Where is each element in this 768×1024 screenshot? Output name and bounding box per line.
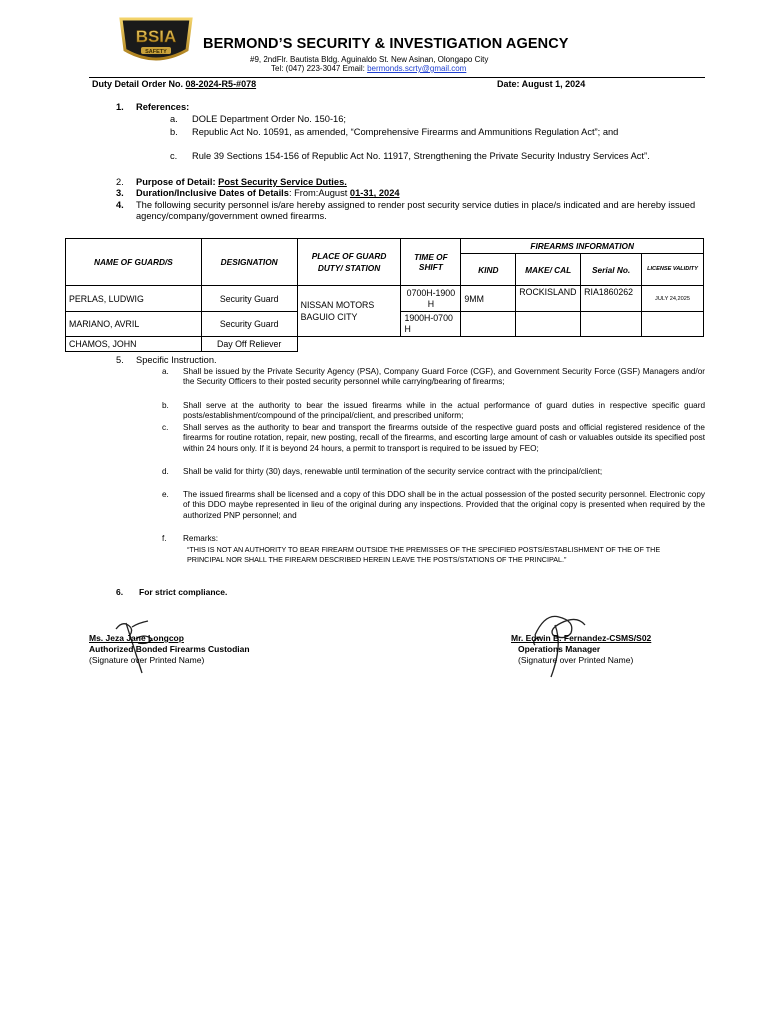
- th-kind: KIND: [461, 254, 516, 286]
- inst-a-letter: a.: [162, 367, 169, 376]
- th-designation: DESIGNATION: [201, 239, 297, 286]
- agency-name: BERMOND’S SECURITY & INVESTIGATION AGENCY: [203, 36, 569, 52]
- custodian-title: Authorized Bonded Firearms Custodian: [89, 644, 250, 654]
- th-place: PLACE OF GUARD DUTY/ STATION: [297, 239, 401, 286]
- cell-license: JULY 24,2025: [642, 286, 704, 312]
- inst-e-letter: e.: [162, 490, 169, 499]
- cell-designation: Security Guard: [201, 286, 297, 312]
- cell-name: MARIANO, AVRIL: [66, 312, 202, 337]
- svg-text:SAFETY: SAFETY: [145, 49, 167, 55]
- custodian-name: Ms. Jeza Jane Longcop: [89, 633, 184, 643]
- ref-a-letter: a.: [170, 114, 178, 124]
- inst-d-letter: d.: [162, 467, 169, 476]
- ref-c-letter: c.: [170, 151, 178, 161]
- cell-make: ROCKISLAND: [516, 286, 581, 312]
- th-name: NAME OF GUARD/S: [66, 239, 202, 286]
- inst-d-text: Shall be valid for thirty (30) days, renewable until termination of the security service contract with the principal/client;: [183, 467, 603, 476]
- agency-logo: [117, 16, 195, 66]
- th-serial: Serial No.: [581, 254, 642, 286]
- ddo-number: [92, 79, 256, 89]
- inst-a-text: Shall be issued by the Private Security Agency (PSA), Company Guard Force (CGF), and Government Security Force (GSF) Managers and/or the Security Officers to their posted security personnel while carrying/bearing of firearms;: [183, 367, 705, 387]
- duration-label: Duration/Inclusive Dates of Details: [136, 188, 289, 198]
- inst-c-letter: c.: [162, 423, 169, 432]
- inst-b-letter: b.: [162, 401, 169, 410]
- section6-number: 6.: [116, 587, 124, 597]
- manager-title: Operations Manager: [518, 644, 601, 654]
- purpose-value: Post Security Service Duties.: [218, 177, 347, 187]
- email-link[interactable]: bermonds.scrty@gmail.com: [367, 64, 467, 73]
- cell-kind: 9MM: [461, 286, 516, 312]
- manager-name: Mr. Edwin B. Fernandez-CSMS/S02: [511, 633, 652, 643]
- inst-c-text: Shall serves as the authority to bear and transport the firearms outside of the respective guard posts and official registered residence of the firearms for routine rotation, repair, new posting, recall of the firearms, and escorting large amount of cash or valuables outside its specified post within 24 hours only. If it is beyond 24 hours, a permit to transport is required to be issued by FEO;: [183, 423, 705, 453]
- th-make: MAKE/ CAL: [516, 254, 581, 286]
- cell-time: 0700H-1900H: [401, 286, 461, 312]
- cell-time: 1900H-0700H: [401, 312, 461, 337]
- ref-a-text: DOLE Department Order No. 150-16;: [192, 114, 346, 124]
- section5-title: Specific Instruction.: [136, 355, 217, 365]
- ref-b-letter: b.: [170, 127, 178, 137]
- cell-designation: Day Off Reliever: [201, 337, 297, 352]
- cell-kind: [461, 312, 516, 337]
- cell-name: PERLAS, LUDWIG: [66, 286, 202, 312]
- header-divider: [89, 77, 705, 78]
- section1-title: References:: [136, 102, 190, 112]
- svg-text:BSIA: BSIA: [135, 27, 177, 46]
- th-time: TIME OF SHIFT: [401, 239, 461, 286]
- section2-number: 2.: [116, 177, 124, 187]
- inst-f-letter: f.: [162, 534, 167, 543]
- table-row: [66, 286, 704, 312]
- ddo-label: Duty Detail Order No.: [92, 79, 184, 89]
- section4-number: 4.: [116, 200, 124, 210]
- ref-b-text: Republic Act No. 10591, as amended, “Comprehensive Firearms and Ammunitions Regulation Act”; and: [192, 127, 619, 137]
- signatory-manager: [511, 633, 651, 666]
- section4-text: The following security personnel is/are hereby assigned to render post security service duties in place/s indicated and are hereby issued agency/company/government owned firearms.: [136, 200, 696, 221]
- remarks-text: “THIS IS NOT AN AUTHORITY TO BEAR FIREARM OUTSIDE THE PREMISSES OF THE SPECIFIED POSTS/ESTABLISHMENT OF THE OF THE PRINCIPAL NOR SHALL THE FIREARM DESCRIBED HEREIN LEAVE THE POSTS/STATIONS OF THE PRINCIPAL.”: [187, 545, 661, 564]
- table-row: [66, 337, 704, 352]
- cell-serial: RIA1860262: [581, 286, 642, 312]
- purpose-label: Purpose of Detail:: [136, 177, 216, 187]
- section2-text: [136, 177, 347, 188]
- tel-label: Tel: (047) 223-3047 Email:: [271, 64, 365, 73]
- inst-e-text: The issued firearms shall be licensed and a copy of this DDO shall be in the actual possession of the posted security personnel. Electronic copy of this DDO maybe represented in lieu of the original during any inspections. Provided that the original copy is presented when required by the authorized PNP personnel; and: [183, 490, 705, 520]
- section1-number: 1.: [116, 102, 124, 112]
- section3-number: 3.: [116, 188, 124, 198]
- duration-prefix: : From:August: [288, 188, 350, 198]
- th-license: LICENSE VALIDITY: [642, 254, 704, 286]
- th-firearms: FIREARMS INFORMATION: [461, 239, 704, 254]
- cell-designation: Security Guard: [201, 312, 297, 337]
- custodian-note: (Signature over Printed Name): [89, 655, 205, 665]
- ddo-value: 08-2024-R5-#078: [185, 79, 257, 89]
- duration-value: 01-31, 2024: [349, 188, 400, 198]
- cell-serial: [581, 312, 642, 337]
- ref-c-text: Rule 39 Sections 154-156 of Republic Act No. 11917, Strengthening the Private Security Industry Services Act”.: [192, 151, 650, 161]
- cell-place: NISSAN MOTORS BAGUIO CITY: [297, 286, 401, 337]
- section5-number: 5.: [116, 355, 124, 365]
- cell-make: [516, 312, 581, 337]
- cell-name: CHAMOS, JOHN: [66, 337, 202, 352]
- section3-text: [136, 188, 400, 199]
- inst-b-text: Shall serve at the authority to bear the issued firearms while in the actual performance of guard duties in respective specific guard posts/establishment/compound of the principal/client, and prescribed uniform;: [183, 401, 705, 421]
- personnel-table: [65, 238, 704, 352]
- signatory-custodian: [89, 633, 250, 666]
- cell-license: [642, 312, 704, 337]
- section6-text: For strict compliance.: [139, 587, 228, 597]
- manager-note: (Signature over Printed Name): [518, 655, 634, 665]
- agency-contact: [271, 64, 466, 73]
- ddo-date: Date: August 1, 2024: [497, 79, 586, 89]
- inst-f-text: Remarks:: [183, 534, 219, 543]
- agency-address: #9, 2ndFlr. Bautista Bldg. Aguinaldo St. New Asinan, Olongapo City: [250, 55, 489, 64]
